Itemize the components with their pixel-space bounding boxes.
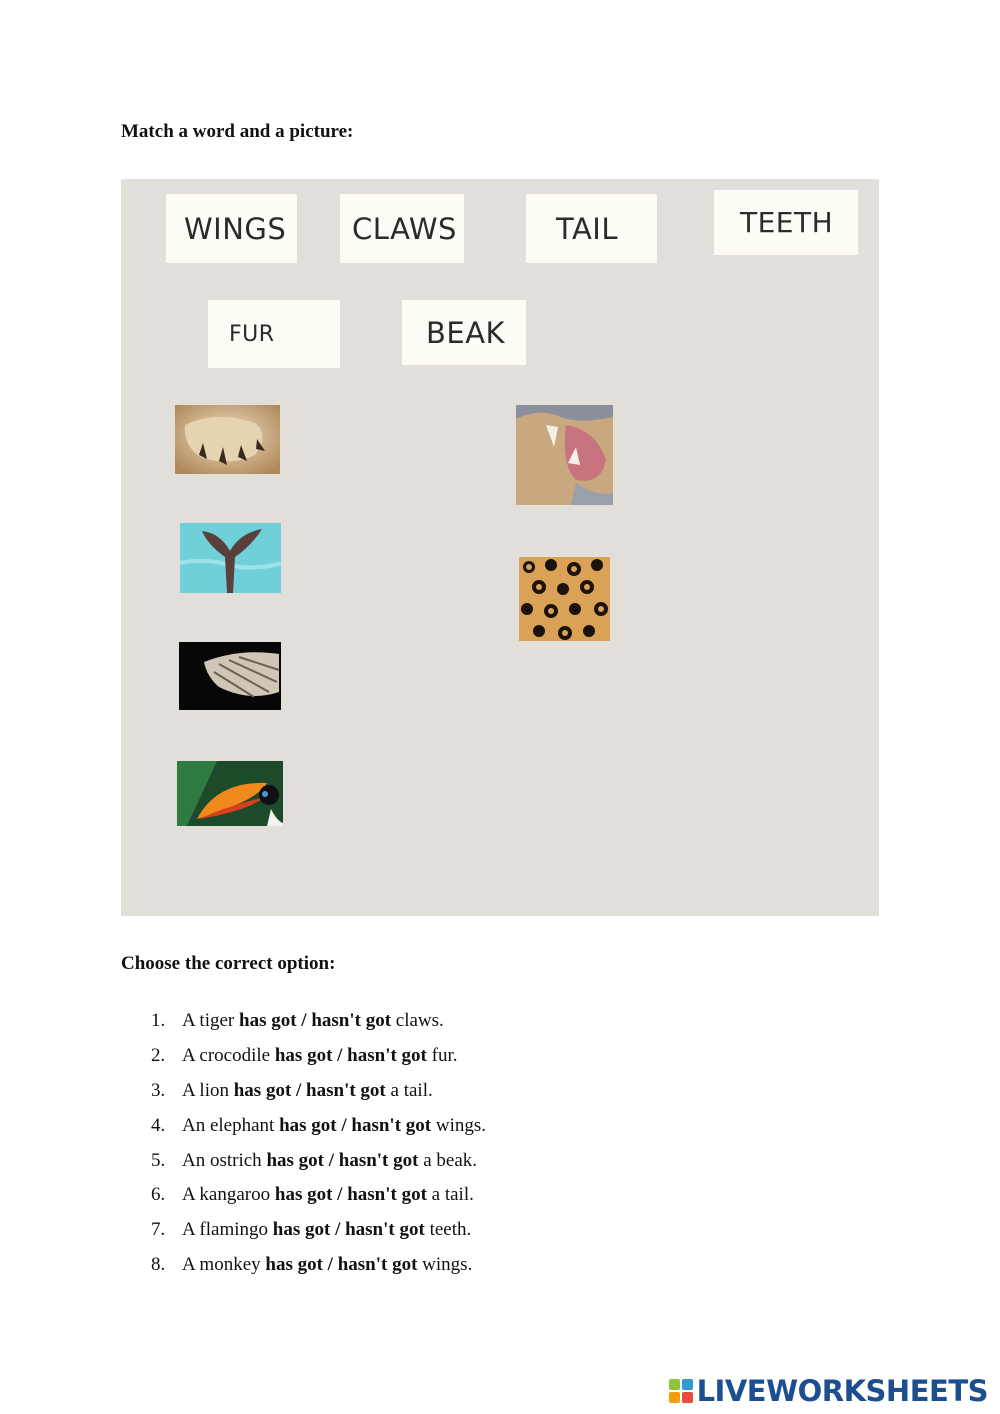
word-card-fur[interactable]: FUR [208, 300, 340, 368]
question-text: A tiger has got / hasn't got claws. [182, 1010, 444, 1031]
question-number: 2. [151, 1045, 166, 1066]
logo-text: LIVEWORKSHEETS [696, 1374, 988, 1408]
liveworksheets-logo [669, 1374, 988, 1408]
question-number: 6. [151, 1184, 166, 1205]
question-text: A crocodile has got / hasn't got fur. [182, 1045, 458, 1066]
fur-picture[interactable] [519, 557, 610, 641]
answer-choice[interactable]: has got / hasn't got [265, 1254, 418, 1275]
answer-choice[interactable]: has got / hasn't got [274, 1184, 427, 1205]
question-text: A lion has got / hasn't got a tail. [182, 1080, 433, 1101]
wings-picture[interactable] [179, 642, 281, 710]
word-card-wings[interactable]: WINGS [166, 194, 297, 263]
word-card-beak[interactable]: BEAK [402, 300, 526, 365]
answer-choice[interactable]: has got / hasn't got [279, 1115, 432, 1136]
question-number: 4. [151, 1115, 166, 1136]
question-number: 8. [151, 1254, 166, 1275]
word-card-tail[interactable]: TAIL [526, 194, 657, 263]
answer-choice[interactable]: has got / hasn't got [233, 1080, 386, 1101]
choose-heading: Choose the correct option: [121, 953, 336, 974]
question-number: 1. [151, 1010, 166, 1031]
tail-picture[interactable] [180, 523, 281, 593]
question-text: A monkey has got / hasn't got wings. [182, 1254, 473, 1275]
question-number: 5. [151, 1150, 166, 1171]
claws-picture[interactable] [175, 405, 280, 474]
answer-choice[interactable]: has got / hasn't got [239, 1010, 392, 1031]
teeth-picture[interactable] [516, 405, 613, 505]
answer-choice[interactable]: has got / hasn't got [266, 1150, 419, 1171]
question-number: 7. [151, 1219, 166, 1240]
question-number: 3. [151, 1080, 166, 1101]
word-card-claws[interactable]: CLAWS [340, 194, 464, 263]
question-text: A kangaroo has got / hasn't got a tail. [182, 1184, 474, 1205]
logo-icon [669, 1379, 693, 1403]
question-text: An ostrich has got / hasn't got a beak. [182, 1150, 478, 1171]
match-heading: Match a word and a picture: [121, 121, 354, 142]
beak-picture[interactable] [177, 761, 283, 826]
word-card-teeth[interactable]: TEETH [714, 190, 858, 255]
answer-choice[interactable]: has got / hasn't got [272, 1219, 425, 1240]
answer-choice[interactable]: has got / hasn't got [274, 1045, 427, 1066]
matching-board [121, 179, 879, 916]
question-text: An elephant has got / hasn't got wings. [182, 1115, 487, 1136]
question-text: A flamingo has got / hasn't got teeth. [182, 1219, 472, 1240]
